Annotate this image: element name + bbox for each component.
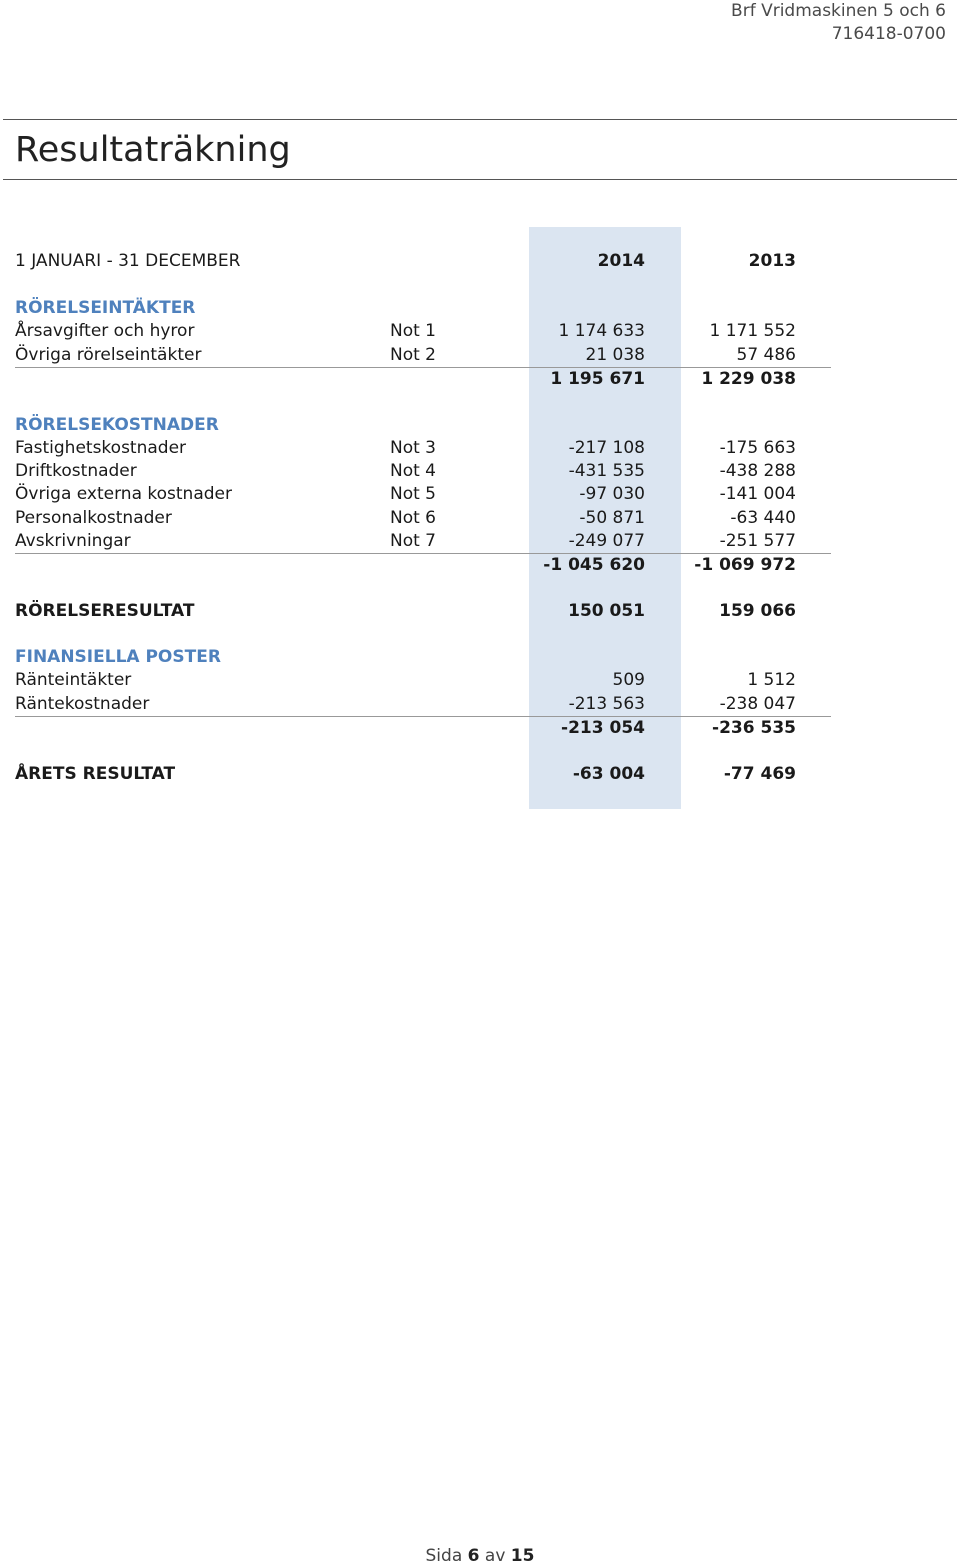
table-row: Ränteintäkter 509 1 512 (15, 670, 796, 690)
note-reference: Not 2 (390, 345, 437, 365)
table-row: Fastighetskostnader Not 3 -217 108 -175 663 (15, 438, 796, 458)
document-header (731, 0, 946, 46)
page-footer (0, 1546, 960, 1566)
table-row: Personalkostnader Not 6 -50 871 -63 440 (15, 508, 796, 528)
title-bottom-rule (3, 179, 957, 180)
table-row: Driftkostnader Not 4 -431 535 -438 288 (15, 461, 796, 481)
table-row: Övriga externa kostnader Not 5 -97 030 -141 004 (15, 484, 796, 504)
footer-middle: av (484, 1546, 506, 1566)
total-page-count: 15 (510, 1546, 535, 1566)
period-label: 1 JANUARI - 31 DECEMBER (15, 251, 241, 271)
revenue-total-row: 1 195 671 1 229 038 (550, 369, 796, 389)
note-reference: Not 3 (390, 438, 437, 458)
section-heading-financial: FINANSIELLA POSTER (15, 647, 221, 667)
table-row: Årsavgifter och hyror Not 1 1 174 633 1 171 552 (15, 321, 796, 341)
year-current: 2014 (597, 251, 645, 271)
footer-prefix: Sida (425, 1546, 463, 1566)
note-reference: Not 1 (390, 321, 437, 341)
organization-name: Brf Vridmaskinen 5 och 6 (731, 1, 946, 21)
current-page-number: 6 (467, 1546, 480, 1566)
period-header-row (15, 250, 831, 273)
operating-result-row: RÖRELSERESULTAT 150 051 159 066 (15, 601, 796, 621)
note-reference: Not 4 (390, 461, 437, 481)
title-top-rule (3, 119, 957, 120)
year-previous: 2013 (748, 251, 796, 271)
table-row: Avskrivningar Not 7 -249 077 -251 577 (15, 530, 831, 554)
financial-total-row: -213 054 -236 535 (561, 718, 796, 738)
section-heading-revenue: RÖRELSEINTÄKTER (15, 298, 196, 318)
note-reference: Not 7 (390, 531, 437, 551)
table-row: Övriga rörelseintäkter Not 2 21 038 57 486 (15, 344, 831, 368)
note-reference: Not 6 (390, 508, 437, 528)
year-result-row: ÅRETS RESULTAT -63 004 -77 469 (15, 764, 796, 784)
note-reference: Not 5 (390, 484, 437, 504)
table-row: Räntekostnader -213 563 -238 047 (15, 693, 831, 717)
page-title: Resultaträkning (15, 130, 291, 170)
organization-number: 716418-0700 (831, 24, 946, 44)
costs-total-row: -1 045 620 -1 069 972 (543, 555, 796, 575)
section-heading-costs: RÖRELSEKOSTNADER (15, 415, 219, 435)
